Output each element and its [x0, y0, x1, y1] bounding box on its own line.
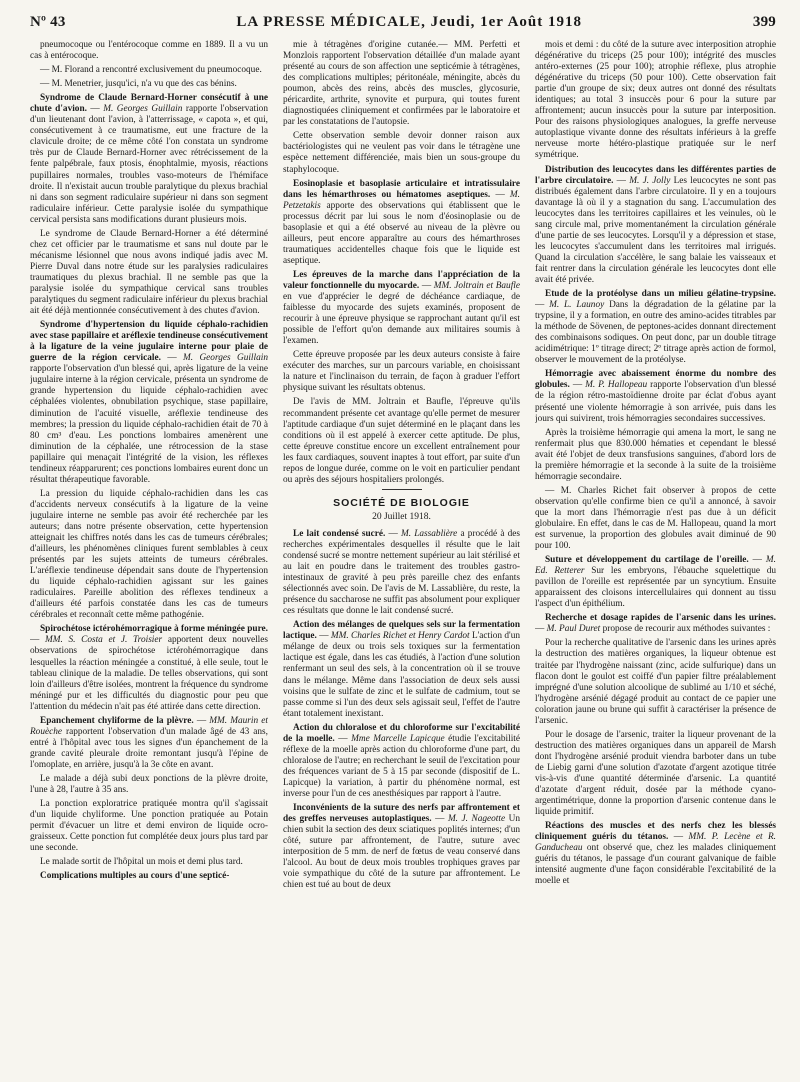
- entry-author: MM. Charles Richet et Henry Cardot: [330, 631, 470, 642]
- page-header: [30, 14, 776, 32]
- entry-author: MM. S. Costa et J. Troisier: [44, 635, 163, 646]
- entry-text: Dans la dégradation de la gélatine par la trypsine, il y a formation, en outre des amino-acides titrables par la méthode de Sövenen, de peptones-acides donnant directement des combinaisons sodiques. On peut donc, par un double titrage acidimétrique: 1º titrage direct; 2º titrage après action de formol, observer le mouvement de la protéolyse.: [535, 300, 776, 366]
- abstract-entry: Action du chloralose et du chloroforme sur l'excitabilité de la moelle. — Mme Marcelle Lapicque étudie l'excitabilité réflexe de la moelle après action du chloroforme d'une part, du chloralose de l'autre; en recherchant le seuil de l'excitation pour des fréquences variant de 5 à 15 par seconde (dispositif de L. Lapicque) la variation, à partir du phénomène normal, est inverse pour l'un de ces anesthésiques par rapport à l'autre.: [283, 722, 520, 799]
- entry-text: étudie l'excitabilité réflexe de la moelle après action du chloroforme d'une part, du chloralose de l'autre; en recherchant le seuil de l'excitation pour des fréquences variant de 5 à 15 par seconde (dispositif de L. Lapicque) la variation, à partir du phénomène normal, est inverse pour l'un de ces anesthésiques par rapport à l'autre.: [283, 733, 520, 799]
- entry-text: en vue d'apprécier le degré de déchéance cardiaque, de faiblesse du myocarde des sujets examinés, proposent de recourir à une épreuve physique se rapprochant autant qu'il est possible de l'effort qu'on demande aux militaires soumis à l'examen.: [283, 292, 520, 347]
- paragraph: [30, 65, 268, 76]
- entry-title: Distribution des leucocytes dans les différentes parties de l'arbre circulatoire.: [535, 164, 776, 186]
- abstract-entry: Recherche et dosage rapides de l'arsenic dans les urines. — M. Paul Duret propose de recourir aux méthodes suivantes :: [535, 613, 776, 635]
- entry-author: M. Georges Guillain: [103, 104, 183, 115]
- entry-author: M. Lassablière: [401, 528, 458, 539]
- entry-author: M. J. Nageotte: [447, 814, 506, 825]
- entry-text: ont observé que, chez les malades cliniquement guéris du tétanos, le passage d'un courant galvanique de faible intensité augmente d'une façon considérable l'excitabilité de la moelle et: [535, 843, 776, 887]
- entry-text: La pression du liquide céphalo-rachidien dans les cas d'accidents nerveux consécutifs à la ligature de la veine jugulaire interne ne semble pas avoir été recherchée par les auteurs; dans notre présente observation, cette hypertension atteignait les chiffres notés dans les cas de tumeurs cérébrales; d'ailleurs, les phénomènes cliniques furent semblables à ceux présentés par les sujets atteints de tumeurs cérébrales. L'aréflexie tendineuse dépendait sans doute de l'hypertension du liquide céphalo-rachidien agissant sur les gaines radiculaires. Pareille abolition des réflexes tendineux a d'ailleurs été parfois constatée dans les cas de tumeurs cérébrales et reconnaît cette même pathogénie.: [30, 488, 268, 621]
- abstract-entry: Les épreuves de la marche dans l'appréciation de la valeur fonctionnelle du myocarde. — MM. Joltrain et Baufle en vue d'apprécier le degré de déchéance cardiaque, de faiblesse du myocarde des sujets examinés, proposent de recourir à une épreuve physique se rapprochant autant qu'il est possible de l'effort qu'on demande aux militaires soumis à l'examen.: [283, 269, 520, 347]
- abstract-entry: Epanchement chyliforme de la plèvre. — MM. Maurin et Rouèche rapportent l'observation d'un malade âgé de 43 ans, entré à l'hôpital avec tous les signes d'un épanchement de la grande cavité pleurale droite remontant jusqu'à l'épine de l'omoplate, en arrière, jusqu'à la 3e côte en avant.: [30, 715, 268, 770]
- entry-text: De l'avis de MM. Joltrain et Baufle, l'épreuve qu'ils recommandent présente cet avantage qu'elle permet de mesurer l'aptitude cardiaque d'un sujet déterminé en le plaçant dans les conditions où il est appelé à exercer cette aptitude. De plus, cette épreuve constitue encore un excellent entraînement pour les faux cardiaques, souvent inaptes à tout effort, par suite d'un repos de longue durée, comme on le voit en particulier pendant ou après des séjours hospitaliers prolongés.: [283, 397, 520, 485]
- entry-title: Le lait condensé sucré.: [293, 528, 386, 539]
- paragraph: [283, 131, 520, 175]
- entry-text: pneumocoque ou l'entérocoque comme en 1889. Il a vu un cas à entérocoque.: [30, 40, 268, 62]
- entry-author: MM. P. Lecène et R. Ganducheau: [535, 832, 776, 854]
- entry-title: Epanchement chyliforme de la plèvre.: [40, 715, 194, 726]
- journal-title: LA PRESSE MÉDICALE, Jeudi, 1er Août 1918: [236, 14, 583, 30]
- abstract-entry: Inconvénients de la suture des nerfs par affrontement et des greffes nerveuses autoplastiques. — M. J. Nageotte Un chien subit la section des deux sciatiques poplités internes; d'un côté, suture par affrontement, de l'autre, suture avec interposition de 5 mm. de nerf de fœtus de veau conservé dans l'alcool. Au bout de deux mois troubles trophiques graves par voie sympathique du côté de la suture par affrontement. Le chien est tué au bout de deux: [283, 803, 520, 891]
- paragraph: [535, 428, 776, 483]
- society-date: 20 Juillet 1918.: [372, 511, 431, 522]
- column-2: [283, 40, 520, 1076]
- entry-title: Action du chloralose et du chloroforme sur l'excitabilité de la moelle.: [283, 722, 520, 744]
- entry-text: Après la troisième hémorragie qui amena la mort, le sang ne renfermait plus que 830.000 hématies et cependant le blessé avait été l'objet de deux transfusions sanguines, d'abord lors de la première hémorragie et la seconde à la suite de la troisième hémorragie secondaire.: [535, 427, 776, 482]
- issue-number: Nº 43: [30, 14, 66, 30]
- abstract-entry: Eosinoplasie et basoplasie articulaire et intratissulaire dans les hémarthroses ou hématomes aseptiques. — M. Petzetakis apporte des observations qui établissent que le processus décrit par lui sous le nom d'éosinoplasie ou de basoplasie et qui a été observé au niveau de la plèvre ou ailleurs, peut encore apparaître au cours des hémarthroses traumatiques accidentelles chaque fois que le liquide est aseptique.: [283, 178, 520, 266]
- entry-title: Etude de la protéolyse dans un milieu gélatine-trypsine.: [545, 289, 776, 300]
- column-1: [30, 40, 268, 1076]
- entry-text: rapporte l'observation d'un blessé qui, après ligature de la veine jugulaire interne à la région cervicale, présenta un syndrome de grande hypertension du liquide céphalo-rachidien avec céphalées violentes, obnubilation psychique, stase papillaire, diminution de l'acuité visuelle, aréflexie tendineuse des membres; la pression du liquide céphalo-rachidien était de 70 à 80 cm³ d'eau. Les ponctions lombaires amenèrent une diminution de la céphalée, une rétrocession de la stase papillaire qui menaçait l'intégrité de la vision, les réflexes tendineux réapparurent; ces ponctions lombaires eurent donc un résultat thérapeutique favorable.: [30, 364, 268, 485]
- abstract-entry: Spirochétose ictérohémorragique à forme méningée pure. — MM. S. Costa et J. Troisier apportent deux nouvelles observations de spirochétose ictérohémorragique dans lesquelles la réaction méningée a constitué, à elle seule, tout le tableau clinique de la maladie. De telles observations, qui sont loin d'ailleurs d'être isolées, montrent la fréquence du syndrome méningé pur et les difficultés du diagnostic pour peu que l'attention du médecin n'ait pas été attirée dans cette direction.: [30, 624, 268, 712]
- abstract-entry: Action des mélanges de quelques sels sur la fermentation lactique. — MM. Charles Richet et Henry Cardot L'action d'un mélange de deux ou trois sels toxiques sur la fermentation lactique est égale, dans les cas étudiés, à l'action d'une solution renfermant un seul des sels, à la concentration où il se trouve dans le mélange. Même dans l'association de deux sels aussi voisins que le sulfate de zinc et le sulfate de cadmium, tout se passe comme si l'un des deux sels agissait seul, l'effet de l'autre étant totalement inexistant.: [283, 620, 520, 719]
- abstract-entry: Suture et développement du cartilage de l'oreille. — M. Ed. Retterer Sur les embryons, l'ébauche squelettique du pavillon de l'oreille est représentée par un syncytium. Ensuite apparaissent des cloisons intercellulaires qui donnent au tissu l'aspect d'un épithélium.: [535, 555, 776, 610]
- paragraph: [30, 229, 268, 317]
- entry-author: M. Paul Duret: [546, 624, 601, 635]
- entry-text: rapporte l'observation d'un lieutenant dont l'avion, à l'atterrissage, « capota », et qui, consécutivement à ce traumatisme, eut une fracture de la clavicule droite; de ce même côté l'on constata un syndrome très pur de Claude Bernard-Horner avec rétrécissement de la fente palpébrale, faux ptosis, énophtalmie, myosis, réactions pupillaires normales, troubles vaso-moteurs de l'hémiface droite. Il n'existait aucun trouble paralytique du plexus brachial ni dans son segment radiculaire supérieur ni dans son segment radiculaire inférieur. Cette paralysie isolée du sympathique cervical persista sans modifications durant plusieurs mois.: [30, 104, 268, 225]
- entry-title: Inconvénients de la suture des nerfs par affrontement et des greffes nerveuses autoplastiques.: [283, 803, 520, 825]
- entry-text: rapporte l'observation d'un blessé de la région rétro-mastoïdienne droite par éclat d'obus ayant présenté une violente hémorragie à son arrivée, puis dans les jours qui suivirent, trois hémorragies secondaires successives.: [535, 380, 776, 424]
- entry-author: M. L. Launoy: [549, 300, 605, 311]
- entry-text: rapportent l'observation d'un malade âgé de 43 ans, entré à l'hôpital avec tous les signes d'un épanchement de la grande cavité pleurale droite remontant jusqu'à l'épine de l'omoplate, en arrière, jusqu'à la 3e côte en avant.: [30, 726, 268, 770]
- paragraph: [283, 397, 520, 485]
- paragraph: [283, 350, 520, 394]
- entry-title: Action des mélanges de quelques sels sur la fermentation lactique.: [283, 620, 520, 642]
- column-3: [535, 40, 776, 1076]
- paragraph: [535, 486, 776, 552]
- entry-text: mie à tétragènes d'origine cutanée.— MM. Perfetti et Monzlois rapportent l'observation détaillée d'un malade ayant présenté au cours de son affection une septicémie à tétragènes, des complications multiples; péritonéale, méningite, abcès du poumon, abcès des reins, abcès des muscles, glycosurie, péricardite, arthrite, synovite et purpura, qui toutes furent diagnostiquées cliniquement et confirmées par le laboratoire et par les constatations de l'autopsie.: [283, 40, 520, 128]
- entry-text: La ponction exploratrice pratiquée montra qu'il s'agissait d'un liquide chyliforme. Une ponction pratiquée au Potain permit d'évacuer un litre et demi environ de liquide ocro-graisseux. Cette ponction fut complétée deux jours plus tard par une seconde.: [30, 799, 268, 854]
- paragraph: [30, 799, 268, 854]
- entry-text: Le syndrome de Claude Bernard-Horner a été déterminé chez cet officier par le traumatisme et sans nul doute par le mécanisme lésionnel que nous avons indiqué jadis avec M. Pierre Duval dans notre étude sur les paralysies radiculaires traumatiques du plexus brachial. Il ne semble pas que la paralysie isolée du sympathique cervical sans troubles paralytiques du segment radiculaire inférieur du plexus brachial ait été déjà mentionnée consécutivement à des chutes d'avion.: [30, 228, 268, 317]
- paragraph: [535, 730, 776, 818]
- entry-title: Recherche et dosage rapides de l'arsenic dans les urines.: [545, 613, 776, 624]
- entry-title: Syndrome de Claude Bernard-Horner consécutif à une chute d'avion.: [30, 93, 268, 115]
- entry-text: — M. Florand a rencontré exclusivement du pneumocoque.: [40, 65, 262, 76]
- page-number: 399: [752, 14, 776, 30]
- entry-text: Cette épreuve proposée par les deux auteurs consiste à faire exécuter des marches, sur un parcours variable, en choisissant la nature et l'inclinaison du terrain, de façon à graduer l'effort physique suivant les résultats obtenus.: [283, 350, 520, 394]
- paragraph: [283, 40, 520, 128]
- abstract-entry: [30, 871, 268, 882]
- entry-author: Mme Marcelle Lapicque: [351, 733, 445, 744]
- entry-text: — M. Charles Richet fait observer à propos de cette observation qu'elle confirme bien ce qu'il a annoncé, à savoir que la mort dans l'hémorragie n'est pas due à un déficit globulaire. En effet, dans le cas de M. Hallopeau, quand la mort est survenue, la proportion des globules avait diminué de 90 pour 100.: [535, 485, 776, 552]
- entry-author: MM. Maurin et Rouèche: [30, 715, 268, 737]
- abstract-entry: Etude de la protéolyse dans un milieu gélatine-trypsine. — M. L. Launoy Dans la dégradation de la gélatine par la trypsine, il y a formation, en outre des amino-acides titrables par la méthode de Sövenen, de peptones-acides donnant directement des combinaisons sodiques. On peut donc, par un double titrage acidimétrique: 1º titrage direct; 2º titrage après action de formol, observer le mouvement de la protéolyse.: [535, 289, 776, 366]
- entry-author: MM. Joltrain et Baufle: [433, 280, 520, 291]
- entry-title: Complications multiples au cours d'une septicé-: [40, 871, 230, 882]
- abstract-entry: Le lait condensé sucré. — M. Lassablière a procédé à des recherches expérimentales desquelles il résulte que le lait condensé sucré se montre nettement supérieur au lait stérilisé et au lait en poudre dans le traitement des troubles gastro-intestinaux de gravité à peu près pareille chez des enfants sélectionnés avec soin. De l'avis de M. Lassablière, du reste, la présence du saccharose ne suffit pas absolument pour expliquer ces résultats que donne le lait condensé sucré.: [283, 528, 520, 617]
- entry-text: Cette observation semble devoir donner raison aux bactériologistes qui ne veulent pas voir dans le tétragène une espèce nettement différenciée, mais bien un sous-groupe du staphylocoque.: [283, 131, 520, 175]
- entry-text: Pour le dosage de l'arsenic, traiter la liqueur provenant de la destruction des matières organiques dans un appareil de Marsh dont l'hydrogène arsénié produit viendra barboter dans un tube de Liebig garni d'une solution d'azotate d'argent azotique titrée vis-à-vis d'une quantité déterminée d'arsenic. La quantité d'azotate d'argent réduit, dosée par la méthode cyano-argentimétrique, donne la proportion d'arsenic contenue dans le liquide primitif.: [535, 729, 776, 818]
- divider: [382, 489, 422, 490]
- paragraph: [535, 40, 776, 162]
- abstract-entry: Distribution des leucocytes dans les différentes parties de l'arbre circulatoire. — M. J. Jolly Les leucocytes ne sont pas distribués également dans l'arbre circulatoire. Il y en a toujours davantage là où il y a stagnation du sang. L'accumulation des leucocytes dans les territoires capillaires et les veinules, où le sang circule mal, prive momentanément la circulation générale d'une partie de ses leucocytes. Lorsqu'il y a dépression et stase, les leucocytes s'accumulent dans les territoires mal irrigués. Quand la circulation s'accélère, le sang balaie les vaisseaux et fait rentrer dans la circulation générale les leucocytes dont elle avait été privée.: [535, 164, 776, 285]
- entry-text: Sur les embryons, l'ébauche squelettique du pavillon de l'oreille est représentée par un syncytium. Ensuite apparaissent des cloisons intercellulaires qui donnent au tissu l'aspect d'un épithélium.: [535, 566, 776, 610]
- entry-text: apportent deux nouvelles observations de spirochétose ictérohémorragique dans lesquelles la réaction méningée a constitué, à elle seule, tout le tableau clinique de la maladie. De telles observations, qui sont loin d'ailleurs d'être isolées, montrent la fréquence du syndrome méningé pur et les difficultés du diagnostic pour peu que l'attention du médecin n'ait pas été attirée dans cette direction.: [30, 635, 268, 712]
- entry-author: M. Georges Guillain: [183, 353, 268, 364]
- entry-author: M. Petzetakis: [283, 189, 520, 211]
- entry-title: Syndrome d'hypertension du liquide céphalo-rachidien avec stase papillaire et aréflexie tendineuse consécutivement à la ligature de la veine jugulaire interne pour plaie de guerre de la région cervicale.: [30, 320, 268, 364]
- abstract-entry: Syndrome d'hypertension du liquide céphalo-rachidien avec stase papillaire et aréflexie tendineuse consécutivement à la ligature de la veine jugulaire interne pour plaie de guerre de la région cervicale. — M. Georges Guillain rapporte l'observation d'un blessé qui, après ligature de la veine jugulaire interne à la région cervicale, présenta un syndrome de grande hypertension du liquide céphalo-rachidien avec céphalées violentes, obnubilation psychique, stase papillaire, diminution de l'acuité visuelle, aréflexie tendineuse des membres; la pression du liquide céphalo-rachidien était de 70 à 80 cm³ d'eau. Les ponctions lombaires amenèrent une diminution de la céphalée, une rétrocession de la stase papillaire qui menaçait l'intégrité de la vision, les réflexes tendineux réapparurent; ces ponctions lombaires eurent donc un résultat thérapeutique favorable.: [30, 320, 268, 485]
- entry-text: Le malade sortit de l'hôpital un mois et demi plus tard.: [40, 857, 243, 868]
- entry-title: Eosinoplasie et basoplasie articulaire et intratissulaire dans les hémarthroses ou hématomes aseptiques.: [283, 178, 520, 200]
- entry-author: M. P. Hallopeau: [585, 380, 648, 391]
- entry-text: propose de recourir aux méthodes suivantes :: [602, 624, 771, 635]
- entry-text: Le malade a déjà subi deux ponctions de la plèvre droite, l'une à 28, l'autre à 35 ans.: [30, 774, 268, 796]
- society-title: SOCIÉTÉ DE BIOLOGIE: [333, 496, 470, 509]
- entry-text: Les leucocytes ne sont pas distribués également dans l'arbre circulatoire. Il y en a toujours davantage là où il y a stagnation du sang. L'accumulation des leucocytes dans les territoires capillaires et les veinules, où le sang circule mal, prive momentanément la circulation générale d'une partie de ses leucocytes. Lorsqu'il y a dépression et stase, les leucocytes s'accumulent dans les territoires mal irrigués. Quand la circulation s'accélère, le sang balaie les vaisseaux et fait rentrer dans la circulation générale les leucocytes dont elle avait été privée.: [535, 175, 776, 285]
- entry-title: Les épreuves de la marche dans l'appréciation de la valeur fonctionnelle du myocarde.: [283, 269, 520, 291]
- entry-text: mois et demi : du côté de la suture avec interposition atrophie dégénérative du triceps (25 pour 100); intégrité des muscles antéro-externes (25 pour 100); atrophie réflexe, plus atrophie dégénérative du triceps (50 pour 100). Cette observation fait partie d'un groupe de six; deux autres ont donné des résultats identiques; au total 3 insuccès pour 6 pour la suture par affrontement; aucun insuccès pour la suture par interposition. Pour des raisons physiologiques analogues, la greffe nerveuse autoplastique vivante donne des résultats inférieurs à la greffe nerveuse morte hétéro-plastique pratiquée sur le nerf symétrique.: [535, 40, 776, 161]
- entry-text: L'action d'un mélange de deux ou trois sels toxiques sur la fermentation lactique est égale, dans les cas étudiés, à l'action d'une solution renfermant un seul des sels, à la concentration où il se trouve dans le mélange. Même dans l'association de deux sels aussi voisins que le sulfate de zinc et le sulfate de cadmium, tout se passe comme si l'un des deux sels agissait seul, l'effet de l'autre étant totalement inexistant.: [283, 631, 520, 719]
- paragraph: [30, 774, 268, 796]
- paragraph: [30, 857, 268, 868]
- entry-text: Un chien subit la section des deux sciatiques poplités internes; d'un côté, suture par affrontement, de l'autre, suture avec interposition de 5 mm. de nerf de fœtus de veau conservé dans l'alcool. Au bout de deux mois troubles trophiques graves par voie sympathique du côté de la suture par affrontement. Le chien est tué au bout de deux: [283, 814, 520, 891]
- entry-text: a procédé à des recherches expérimentales desquelles il résulte que le lait condensé sucré se montre nettement supérieur au lait stérilisé et au lait en poudre dans le traitement des troubles gastro-intestinaux de gravité à peu près pareille chez des enfants sélectionnés avec soin. De l'avis de M. Lassablière, du reste, la présence du saccharose ne suffit pas absolument pour expliquer ces résultats que donne le lait condensé sucré.: [283, 528, 520, 617]
- abstract-entry: Syndrome de Claude Bernard-Horner consécutif à une chute d'avion. — M. Georges Guillain rapporte l'observation d'un lieutenant dont l'avion, à l'atterrissage, « capota », et qui, consécutivement à ce traumatisme, eut une fracture de la clavicule droite; de ce même côté l'on constata un syndrome très pur de Claude Bernard-Horner avec rétrécissement de la fente palpébrale, faux ptosis, énophtalmie, myosis, réactions pupillaires normales, troubles vaso-moteurs de l'hémiface droite. Il n'existait aucun trouble paralytique du plexus brachial ni dans son segment radiculaire supérieur ni dans son segment radiculaire inférieur. Cette paralysie isolée du sympathique cervical persista sans modifications durant plusieurs mois.: [30, 93, 268, 225]
- abstract-entry: Hémorragie avec abaissement énorme du nombre des globules. — M. P. Hallopeau rapporte l'observation d'un blessé de la région rétro-mastoïdienne droite par éclat d'obus ayant présenté une violente hémorragie à son arrivée, puis dans les jours qui suivirent, trois hémorragies secondaires successives.: [535, 369, 776, 424]
- entry-author: M. J. Jolly: [629, 175, 671, 186]
- entry-title: Suture et développement du cartilage de l'oreille.: [545, 555, 749, 566]
- entry-title: Spirochétose ictérohémorragique à forme méningée pure.: [40, 624, 268, 635]
- entry-title: Réactions des muscles et des nerfs chez les blessés cliniquement guéris du tétanos.: [535, 821, 776, 843]
- entry-text: — M. Menetrier, jusqu'ici, n'a vu que des cas bénins.: [40, 79, 237, 90]
- entry-author: M. Ed. Retterer: [535, 555, 776, 577]
- paragraph: [30, 489, 268, 622]
- abstract-entry: Réactions des muscles et des nerfs chez les blessés cliniquement guéris du tétanos. — MM. P. Lecène et R. Ganducheau ont observé que, chez les malades cliniquement guéris du tétanos, le passage d'un courant galvanique de faible intensité augmente d'une façon considérable l'excitabilité de la moelle et: [535, 821, 776, 887]
- paragraph: [30, 40, 268, 62]
- entry-text: apporte des observations qui établissent que le processus décrit par lui sous le nom d'éosinoplasie ou de basoplasie et qui a été observé au niveau de la plèvre ou ailleurs, peut encore apparaître au cours des hémarthroses traumatiques accidentelles chaque fois que le liquide est aseptique.: [283, 200, 520, 266]
- paragraph: [535, 638, 776, 726]
- entry-title: Hémorragie avec abaissement énorme du nombre des globules.: [535, 369, 776, 391]
- paragraph: [30, 79, 268, 90]
- entry-text: Pour la recherche qualitative de l'arsenic dans les urines après la destruction des matières organiques, la liqueur obtenue est traitée par l'hydrogène naissant (zinc, acide sulfurique) dans un flacon dont le goulot est coiffé d'un papier filtre préalablement imprégné d'une solution alcoolique de sublimé au 1/10 et séché, l'hydrogène arsénié dégagé produit au contact de ce papier une coloration jaune ou brune qui suffit à caractériser la présence de l'arsenic.: [535, 638, 776, 726]
